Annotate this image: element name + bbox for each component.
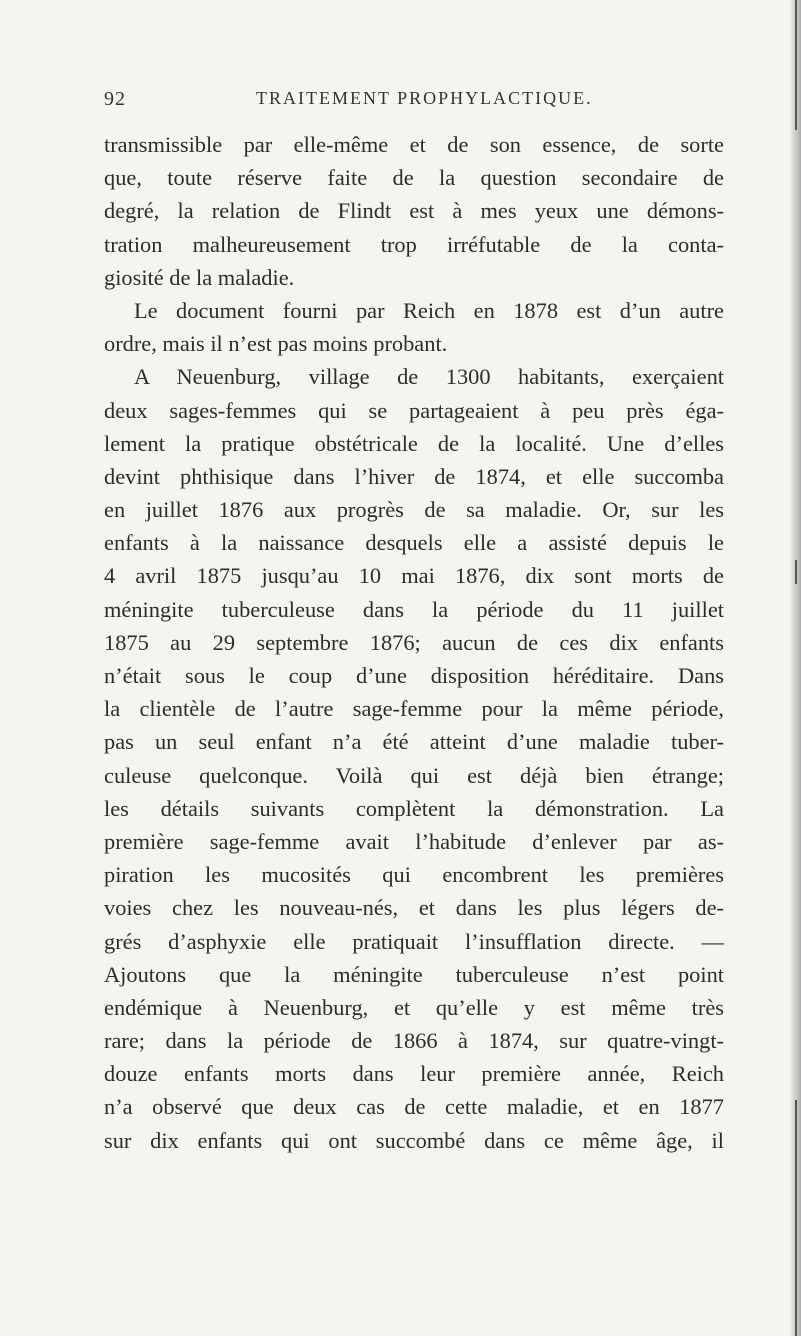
- text-line: n’a observé que deux cas de cette maladie, et en 1877: [104, 1094, 724, 1120]
- text-line: pas un seul enfant n’a été atteint d’une maladie tuber-: [104, 729, 724, 755]
- text-line: en juillet 1876 aux progrès de sa maladie. Or, sur les: [104, 497, 724, 523]
- text-line: transmissible par elle-même et de son essence, de sorte: [104, 132, 724, 157]
- body-text: [104, 128, 724, 1157]
- text-line: piration les mucosités qui encombrent les premières: [104, 862, 724, 888]
- running-head: TRAITEMENT PROPHYLACTIQUE.: [256, 88, 593, 108]
- text-line: grés d’asphyxie elle pratiquait l’insufflation directe. —: [104, 928, 724, 954]
- text-line: que, toute réserve faite de la question secondaire de: [104, 165, 724, 191]
- text-line: voies chez les nouveau-nés, et dans les plus légers de-: [104, 895, 724, 921]
- text-line: giosité de la maladie.: [104, 264, 295, 290]
- text-line: 1875 au 29 septembre 1876; aucun de ces dix enfants: [104, 629, 724, 655]
- binding-mark: [795, 0, 797, 130]
- text-line: Le document fourni par Reich en 1878 est d’un autre: [134, 297, 724, 323]
- text-line: première sage-femme avait l’habitude d’enlever par as-: [104, 828, 724, 854]
- text-line: tration malheureusement trop irréfutable de la conta-: [104, 231, 724, 257]
- text-line: rare; dans la période de 1866 à 1874, sur quatre-vingt-: [104, 1028, 724, 1054]
- text-line: les détails suivants complètent la démonstration. La: [104, 795, 724, 821]
- text-line: lement la pratique obstétricale de la localité. Une d’elles: [104, 430, 724, 456]
- text-line: Ajoutons que la méningite tuberculeuse n’est point: [104, 961, 724, 987]
- text-line: endémique à Neuenburg, et qu’elle y est même très: [104, 994, 724, 1020]
- text-line: douze enfants morts dans leur première année, Reich: [104, 1061, 724, 1087]
- text-line: culeuse quelconque. Voilà qui est déjà bien étrange;: [104, 762, 724, 788]
- binding-mark: [795, 560, 797, 584]
- page-number: 92: [104, 88, 126, 110]
- text-line: devint phthisique dans l’hiver de 1874, et elle succomba: [104, 463, 724, 489]
- text-line: A Neuenburg, village de 1300 habitants, exerçaient: [134, 364, 724, 390]
- text-line: la clientèle de l’autre sage-femme pour la même période,: [104, 696, 724, 722]
- text-line: 4 avril 1875 jusqu’au 10 mai 1876, dix sont morts de: [104, 563, 724, 589]
- text-line: n’était sous le coup d’une disposition héréditaire. Dans: [104, 663, 724, 688]
- page-header: [0, 88, 801, 118]
- text-line: méningite tuberculeuse dans la période du 11 juillet: [104, 596, 724, 622]
- text-line: enfants à la naissance desquels elle a assisté depuis le: [104, 530, 724, 556]
- binding-mark: [795, 1100, 797, 1336]
- text-line: degré, la relation de Flindt est à mes yeux une démons-: [104, 198, 724, 224]
- text-line: ordre, mais il n’est pas moins probant.: [104, 331, 448, 357]
- text-line: deux sages-femmes qui se partageaient à peu près éga-: [104, 397, 724, 423]
- text-line: sur dix enfants qui ont succombé dans ce même âge, il: [104, 1127, 724, 1153]
